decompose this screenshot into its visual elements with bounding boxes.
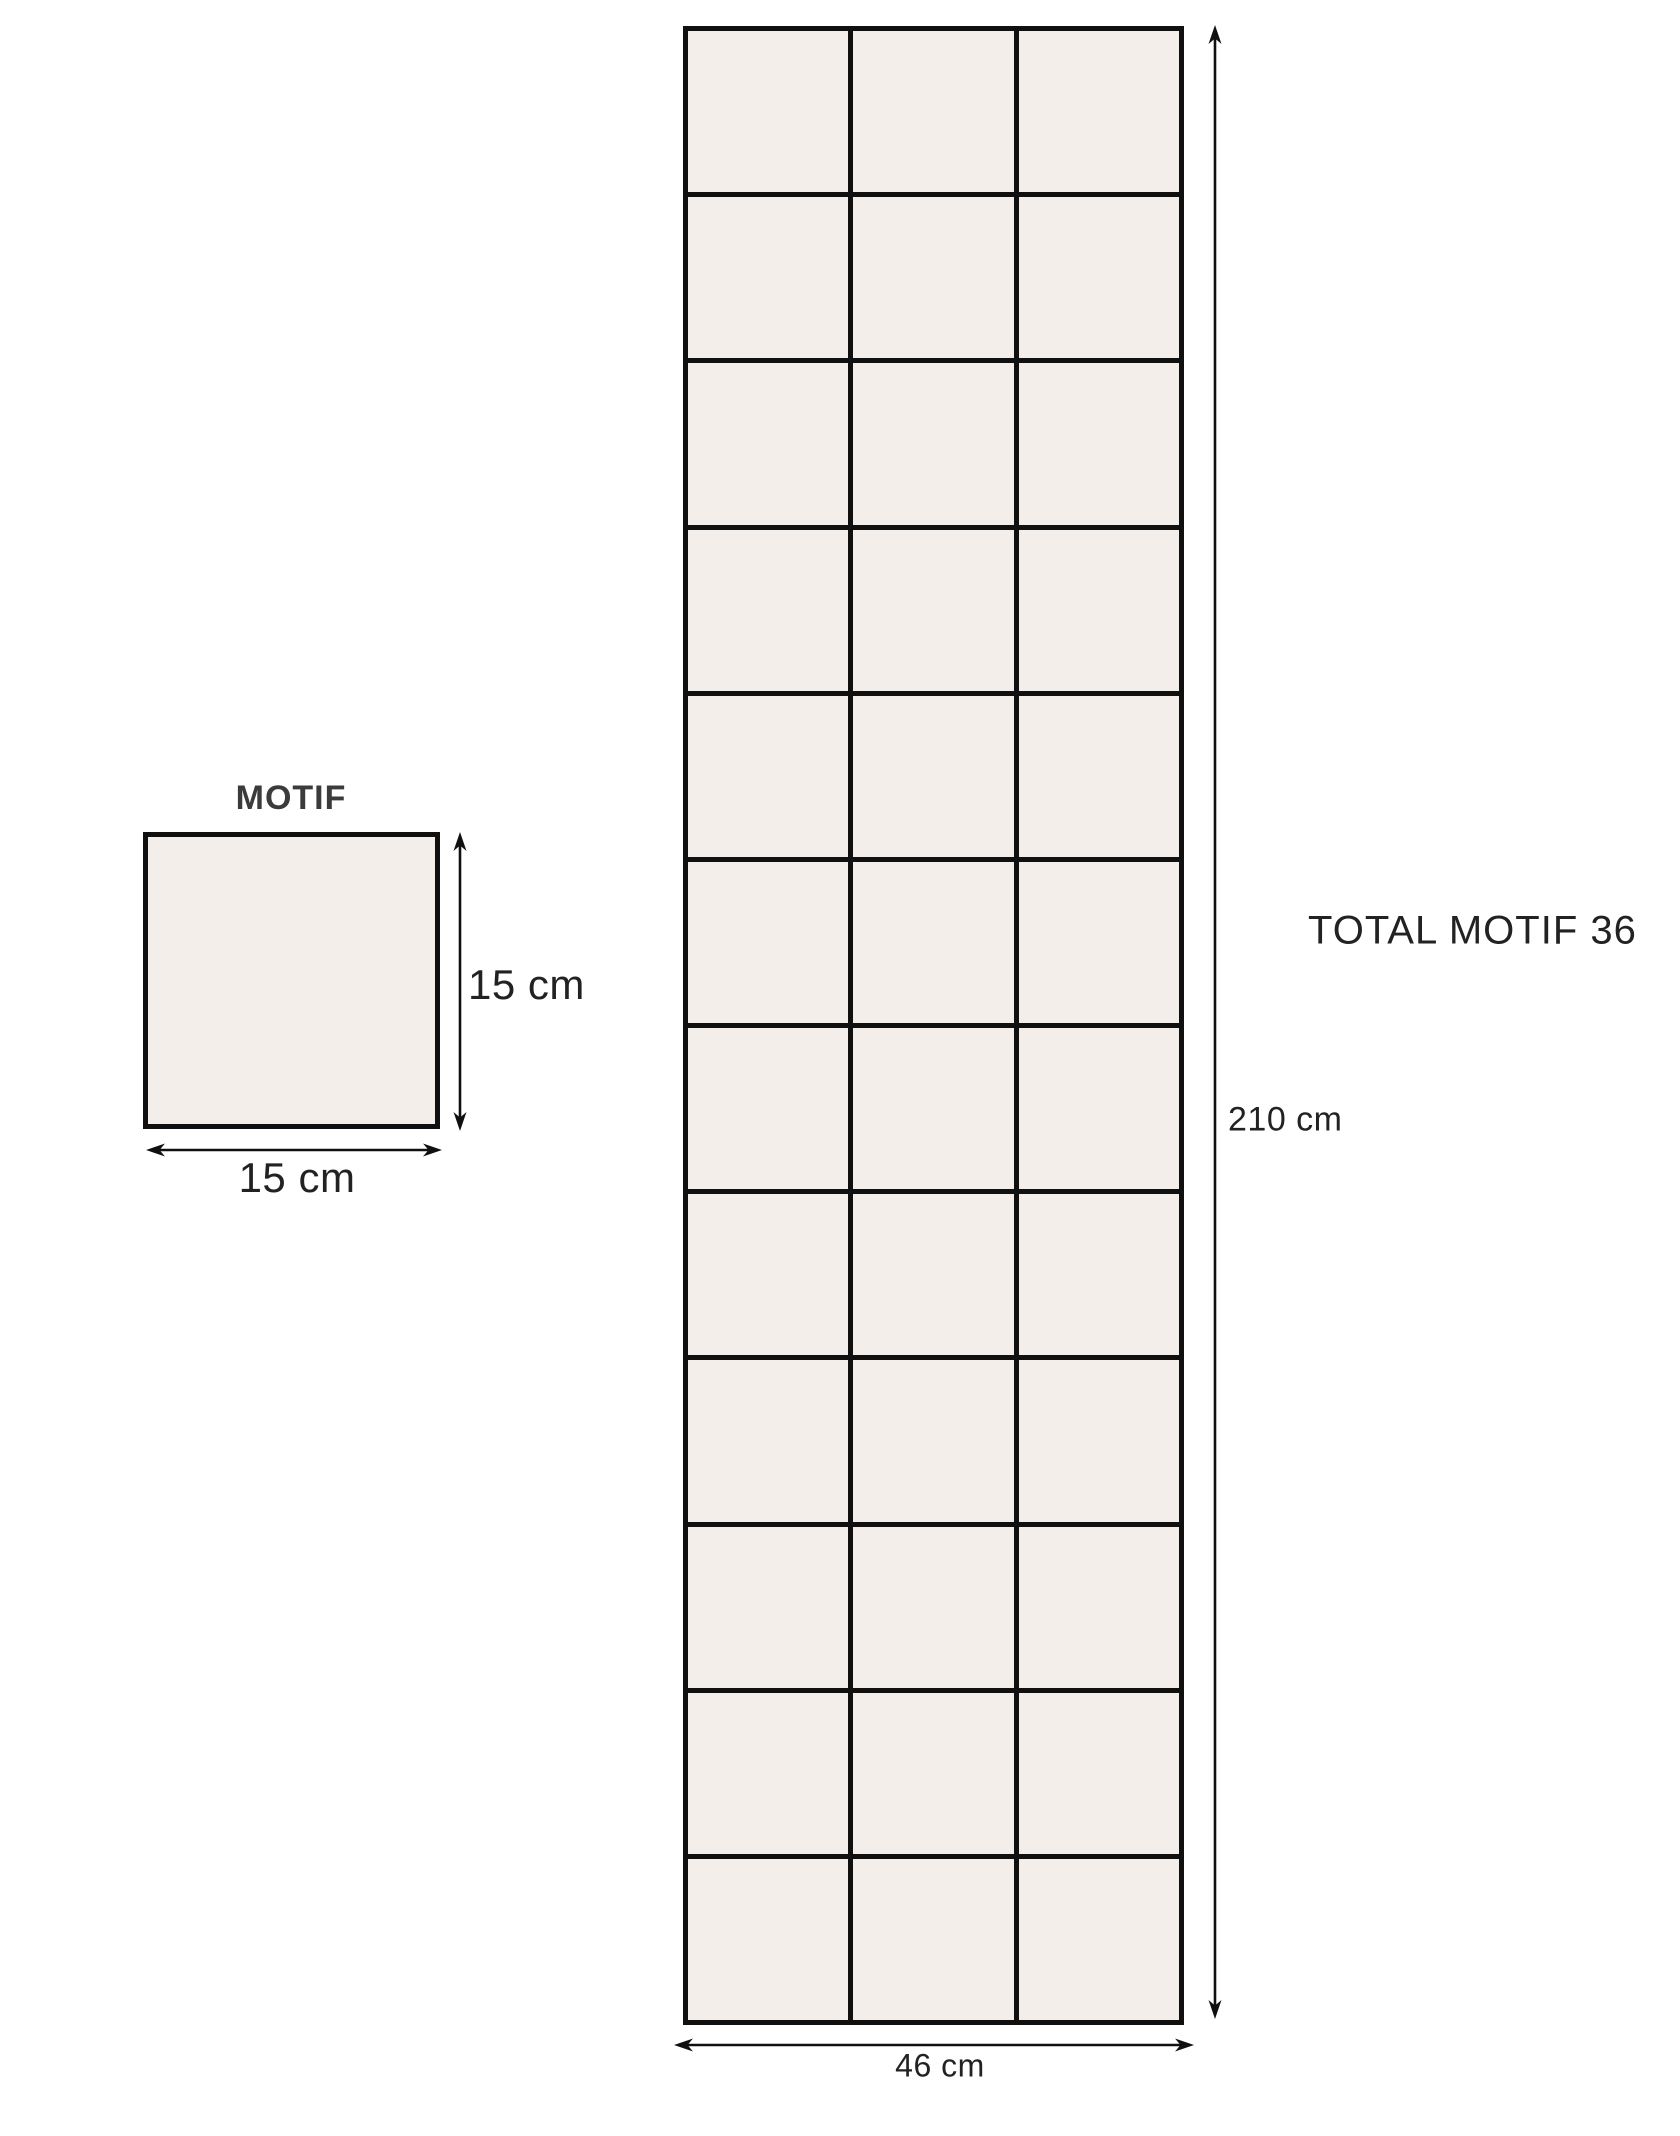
tile-cell — [688, 696, 848, 857]
tile-cell — [688, 1028, 848, 1189]
tile-cell — [1019, 1527, 1179, 1688]
tile-grid — [683, 26, 1184, 2025]
tile-cell — [853, 862, 1013, 1023]
tile-cell — [853, 197, 1013, 358]
tile-cell — [853, 1028, 1013, 1189]
tile-cell — [853, 1693, 1013, 1854]
panel-height-arrow — [1203, 24, 1227, 2020]
panel-height-label: 210 cm — [1228, 1100, 1343, 1139]
tile-cell — [1019, 197, 1179, 358]
tile-cell — [1019, 1028, 1179, 1189]
tile-cell — [853, 1859, 1013, 2020]
tile-cell — [688, 1693, 848, 1854]
tile-cell — [1019, 1360, 1179, 1521]
tile-cell — [1019, 363, 1179, 524]
tile-cell — [853, 530, 1013, 691]
tile-cell — [853, 31, 1013, 192]
tile-cell — [853, 1360, 1013, 1521]
tile-cell — [688, 31, 848, 192]
tile-cell — [688, 1360, 848, 1521]
tile-cell — [853, 696, 1013, 857]
tile-cell — [688, 530, 848, 691]
tile-cell — [688, 1527, 848, 1688]
tile-cell — [1019, 1693, 1179, 1854]
motif-width-label: 15 cm — [238, 1154, 356, 1201]
tile-cell — [853, 1527, 1013, 1688]
tile-cell — [1019, 1859, 1179, 2020]
tile-cell — [1019, 31, 1179, 192]
tile-cell — [1019, 1194, 1179, 1355]
total-motif-label: TOTAL MOTIF 36 — [1308, 908, 1637, 953]
motif-square — [143, 832, 440, 1129]
tile-cell — [688, 1194, 848, 1355]
motif-title: MOTIF — [235, 779, 347, 817]
tile-cell — [688, 363, 848, 524]
tile-cell — [688, 862, 848, 1023]
tile-cell — [1019, 862, 1179, 1023]
tile-cell — [688, 1859, 848, 2020]
tile-cell — [853, 363, 1013, 524]
motif-height-label: 15 cm — [468, 961, 585, 1008]
tile-cell — [688, 197, 848, 358]
tile-cell — [1019, 530, 1179, 691]
panel-width-label: 46 cm — [895, 2047, 985, 2084]
tile-cell — [853, 1194, 1013, 1355]
tile-cell — [1019, 696, 1179, 857]
